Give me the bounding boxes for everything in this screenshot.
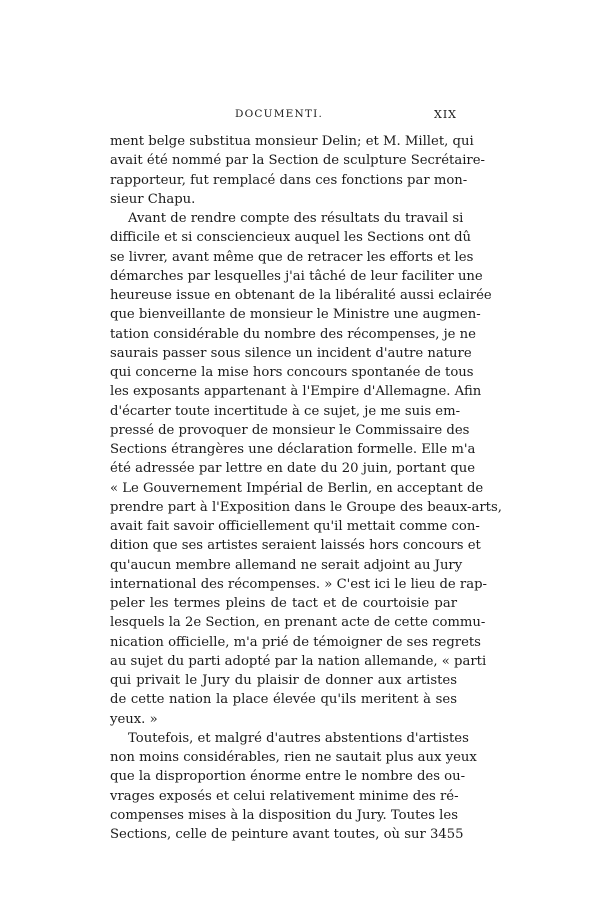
text-line: prendre part à l'Exposition dans le Groupe des beaux-arts, [110,499,502,515]
text-line: Toutefois, et malgré d'autres abstentions d'artistes [128,730,469,746]
text-line: Sections, celle de peinture avant toutes, où sur 3455 [110,827,464,842]
text-line: vrages exposés et celui relativement minime des ré- [110,788,459,804]
text-line: sieur Chapu. [110,191,196,207]
text-line: rapporteur, fut remplacé dans ces fonctions par mon- [110,172,468,188]
text-line: avait fait savoir officiellement qu'il mettait comme con- [110,519,480,534]
text-line: saurais passer sous silence un incident d'autre nature [110,345,472,361]
text-line: se livrer, avant même que de retracer les efforts et les [110,249,474,265]
body-text [110,132,502,844]
text-line: yeux. » [110,711,158,727]
text-line: heureuse issue en obtenant de la libéralité aussi eclairée [110,288,492,303]
running-head [110,108,457,124]
text-line: été adressée par lettre en date du 20 juin, portant que [110,461,476,477]
running-head-title: DOCUMENTI. [235,108,324,120]
text-line: de cette nation la place élevée qu'ils meritent à ses [110,692,457,708]
text-line: dition que ses artistes seraient laissés hors concours et [110,538,481,554]
text-line: « Le Gouvernement Impérial de Berlin, en acceptant de [110,480,484,496]
text-line: compenses mises à la disposition du Jury. Toutes les [110,807,458,823]
text-line: nication officielle, m'a prié de témoigner de ses regrets [110,634,481,650]
text-line: tation considérable du nombre des récompenses, je ne [110,326,476,342]
text-line: Avant de rendre compte des résultats du travail si [128,211,464,226]
text-line: qu'aucun membre allemand ne serait adjoint au Jury [110,557,463,573]
text-line: ment belge substitua monsieur Delin; et M. Millet, qui [110,134,474,149]
text-line: peler les termes pleins de tact et de courtoisie par [110,596,457,611]
text-line: difficile et si consciencieux auquel les Sections ont dû [110,230,472,246]
text-line: Sections étrangères une déclaration formelle. Elle m'a [110,442,476,457]
text-line: les exposants appartenant à l'Empire d'Allemagne. Afin [110,384,482,400]
text-line: pressé de provoquer de monsieur le Commissaire des [110,422,470,438]
text-line: que bienveillante de monsieur le Ministre une augmen- [110,307,481,323]
text-line: qui privait le Jury du plaisir de donner aux artistes [110,673,457,688]
page-number: XIX [433,108,457,121]
text-line: avait été nommé par la Section de sculpture Secrétaire- [110,153,485,169]
text-line: lesquels la 2e Section, en prenant acte de cette commu- [110,615,486,631]
text-line: démarches par lesquelles j'ai tâché de leur faciliter une [110,268,483,284]
text-line: que la disproportion énorme entre le nombre des ou- [110,769,466,785]
text-line: international des récompenses. » C'est ici le lieu de rap- [110,576,487,592]
text-line: d'écarter toute incertitude à ce sujet, je me suis em- [110,403,461,419]
text-line: qui concerne la mise hors concours spontanée de tous [110,365,474,380]
text-line: non moins considérables, rien ne sautait plus aux yeux [110,750,477,765]
text-line: au sujet du parti adopté par la nation allemande, « parti [110,653,487,669]
